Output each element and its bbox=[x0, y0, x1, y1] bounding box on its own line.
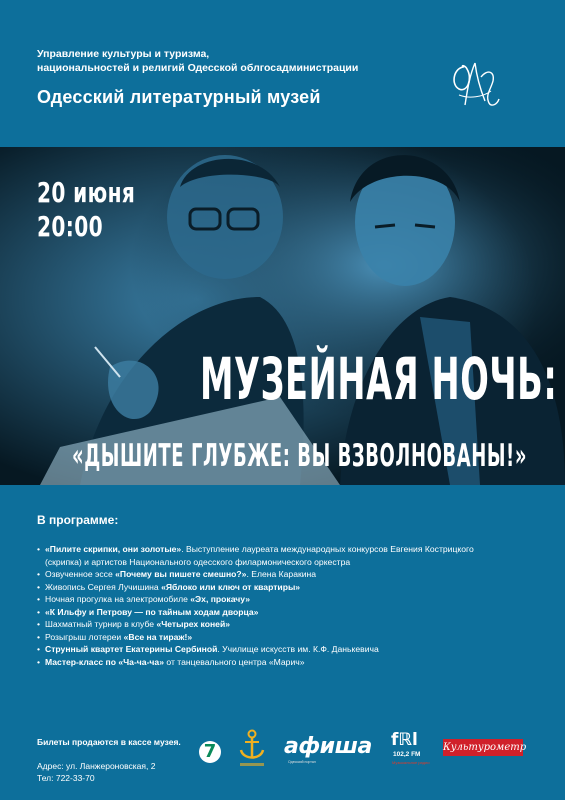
program-item-text: . Выступление лауреата международных конкурсов Евгения Кострицкого (скрипка) и артистов Национального одесского филармонического оркестра bbox=[45, 544, 474, 567]
organizer-line-1: Управление культуры и туризма, bbox=[37, 48, 210, 60]
radio-logo-frequency: 102,2 FM bbox=[393, 751, 421, 758]
program-item bbox=[37, 631, 487, 644]
program-item-highlight: «Все на тираж!» bbox=[123, 631, 193, 642]
program-item-text: . Елена Каракина bbox=[246, 569, 317, 579]
organizer-text bbox=[37, 47, 358, 75]
program-item-text: от танцевального центра «Марич» bbox=[163, 656, 305, 667]
program-item-highlight: «Эх, прокачу» bbox=[190, 594, 251, 604]
program-heading: В программе: bbox=[37, 513, 119, 527]
program-item-highlight: Струнный квартет Екатерины Сербиной bbox=[45, 644, 218, 654]
event-subtitle: «ДЫШИТЕ ГЛУБЖЕ: ВЫ ВЗВОЛНОВАНЫ!» bbox=[72, 438, 528, 474]
radio-logo-caption: Музыкальное радио bbox=[392, 760, 430, 765]
address-text: Адрес: ул. Ланжероновская, 2 bbox=[37, 761, 156, 771]
phone-text: Тел: 722-33-70 bbox=[37, 773, 95, 783]
kulturometr-logo: Культурометр bbox=[443, 739, 523, 756]
program-item-highlight: «Почему вы пишете смешно?» bbox=[115, 569, 247, 579]
program-item bbox=[37, 656, 487, 669]
program-item-highlight: «Пилите скрипки, они золотые» bbox=[45, 544, 182, 554]
program-list bbox=[37, 543, 487, 668]
program-item bbox=[37, 643, 487, 656]
radio-logo bbox=[387, 730, 433, 770]
radio-logo-name: fℝl bbox=[391, 730, 418, 750]
program-item bbox=[37, 581, 487, 594]
program-item-text: Озвученное эссе bbox=[45, 569, 116, 579]
event-date: 20 июня bbox=[37, 176, 136, 209]
program-item-highlight: «Яблоко или ключ от квартиры» bbox=[161, 581, 301, 592]
program-item-text: Живопись Сергея Лучишина bbox=[45, 581, 162, 592]
program-item-highlight: Мастер-класс по «Ча-ча-ча» bbox=[45, 656, 164, 667]
museum-name: Одесский литературный музей bbox=[37, 87, 321, 107]
program-item bbox=[37, 606, 487, 619]
program-item-text: Розыгрыш лотереи bbox=[45, 631, 124, 642]
program-item-text: . Училище искусств им. К.Ф. Данькевича bbox=[217, 644, 379, 654]
anchor-logo bbox=[237, 728, 267, 770]
program-item-text: Ночная прогулка на электромобиле bbox=[45, 594, 191, 604]
address-block bbox=[37, 760, 155, 784]
event-date-time bbox=[37, 176, 135, 244]
organizer-line-2: национальностей и религий Одесской облгосадминистрации bbox=[37, 62, 359, 74]
program-item-text: Шахматный турнир в клубе bbox=[45, 619, 157, 629]
program-item bbox=[37, 568, 487, 581]
museum-monogram-logo bbox=[445, 55, 505, 115]
program-item bbox=[37, 593, 487, 606]
afisha-logo-caption: Одесский портал bbox=[288, 760, 316, 764]
tickets-info: Билеты продаются в кассе музея. bbox=[37, 737, 181, 747]
afisha-logo: афиша bbox=[284, 734, 372, 759]
event-time: 20:00 bbox=[37, 210, 103, 243]
program-item bbox=[37, 618, 487, 631]
program-item bbox=[37, 543, 487, 568]
program-item-highlight: «Четырех коней» bbox=[156, 619, 231, 629]
program-item-highlight: «К Ильфу и Петрову — по тайным ходам дворца» bbox=[45, 606, 259, 617]
channel-7-logo: 7 bbox=[199, 741, 221, 763]
event-title: МУЗЕЙНАЯ НОЧЬ: bbox=[200, 345, 558, 413]
